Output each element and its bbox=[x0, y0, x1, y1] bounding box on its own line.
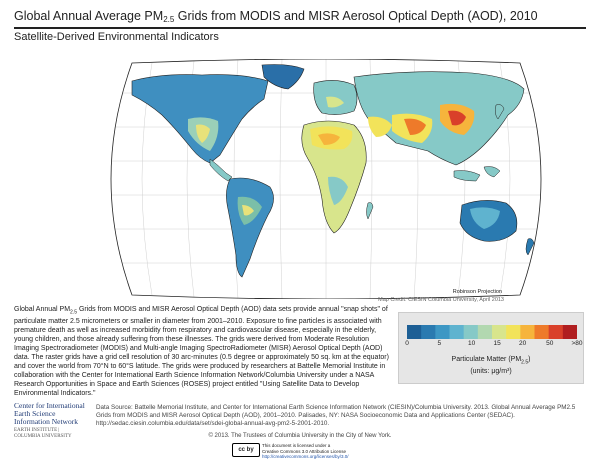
legend-tick-label: 15 bbox=[493, 340, 501, 347]
world-map bbox=[92, 59, 560, 299]
legend-box bbox=[398, 312, 584, 384]
legend-swatch bbox=[407, 325, 422, 339]
copyright: © 2013. The Trustees of Columbia University in the City of New York. bbox=[208, 433, 392, 439]
legend-tick-label: 0 bbox=[405, 340, 409, 347]
legend-swatch bbox=[421, 325, 436, 339]
projection-label: Robinson Projection bbox=[452, 289, 502, 295]
legend-tick-label: 50 bbox=[546, 340, 554, 347]
legend-ticks bbox=[405, 340, 583, 348]
legend-swatch bbox=[435, 325, 450, 339]
map-title: Global Annual Average $PM_{2.5}$ Grids from MODIS and MISR Aerosol Optical Depth (AOD), 2010 bbox=[14, 9, 538, 24]
cc-license-icon[interactable]: cc by bbox=[232, 443, 260, 457]
license-text: This document is licensed under a Creative Commons 3.0 Attribution License http://creativecommons.org/licenses/by/3.0/ bbox=[262, 443, 349, 459]
legend-swatch bbox=[563, 325, 577, 339]
legend-title: Particulate Matter $(PM_{2.5})$ (units: μg/m³) bbox=[451, 356, 531, 376]
legend-swatch bbox=[535, 325, 550, 339]
legend-swatch bbox=[520, 325, 535, 339]
legend-swatch bbox=[464, 325, 479, 339]
legend-units: (units: μg/m³) bbox=[470, 368, 512, 376]
legend-swatch bbox=[492, 325, 507, 339]
title-rule bbox=[14, 27, 586, 29]
legend-tick-label: >80 bbox=[571, 340, 583, 347]
legend-tick-label: 10 bbox=[467, 340, 476, 347]
legend-swatch bbox=[450, 325, 465, 339]
legend-color-bar bbox=[407, 325, 577, 339]
data-source: Data Source: Battelle Memorial Institute, and Center for International Earth Science Information Network (CIESIN)/Columbia University. 2013. Global Annual Average PM2.5 Grids from MODIS and MISR Aerosol Optical Depth (AOD), 2001–2010. Palisades, NY: NASA Socioeconomic Data and Applications Center (SEDAC). http://sedac.ciesin.columbia.edu/data/set/sdei-global-annual-avg-pm2-5-2001-2010. bbox=[96, 404, 576, 427]
description-text: Global Annual $PM_{2.5}$ Grids from MODIS and MISR Aerosol Optical Depth (AOD) data sets provide annual "snap shots" of particulate matter 2.5 micrometers or smaller in diameter from 2001–2010. Exposure to fine particles is associated with premature death as well as increased morbidity from respiratory and cardiovascular disease, especially in the elderly, young children, and those already suffering from these illnesses. The grids were derived from Moderate Resolution Imaging Spectroradiometer (MODIS) and Multi-angle Imaging SpectroRadiometer (MISR) Aerosol Optical Depth (AOD) data. The raster grids have a grid cell resolution of 30 arc-minutes (0.5 degree or approximately 50 sq. km at the equator) and cover the world from 70°N to 60°S latitude. The grids were produced by researchers at Battelle Memorial Institute in collaboration with the Center for International Earth Science Information Network/Columbia University under a NASA Research Opportunities in Space and Earth Sciences (ROSES) project entitled "Using Satellite Data to Develop Environmental Indicators." bbox=[14, 306, 389, 398]
map-subtitle: Satellite-Derived Environmental Indicators bbox=[14, 31, 219, 43]
map-credit: Map Credit: CIESIN Columbia University, April 2013 bbox=[378, 297, 504, 303]
legend-swatch bbox=[549, 325, 564, 339]
legend-tick-label: 20 bbox=[518, 340, 527, 347]
logo-tagline: EARTH INSTITUTE | COLUMBIA UNIVERSITY bbox=[14, 428, 72, 439]
logo-name: Center for International Earth Science Information Network bbox=[14, 401, 85, 426]
legend-tick-label: 5 bbox=[437, 340, 442, 347]
legend-swatch bbox=[506, 325, 521, 339]
legend-swatch bbox=[478, 325, 493, 339]
license-link[interactable]: http://creativecommons.org/licenses/by/3.0/ bbox=[262, 454, 349, 459]
